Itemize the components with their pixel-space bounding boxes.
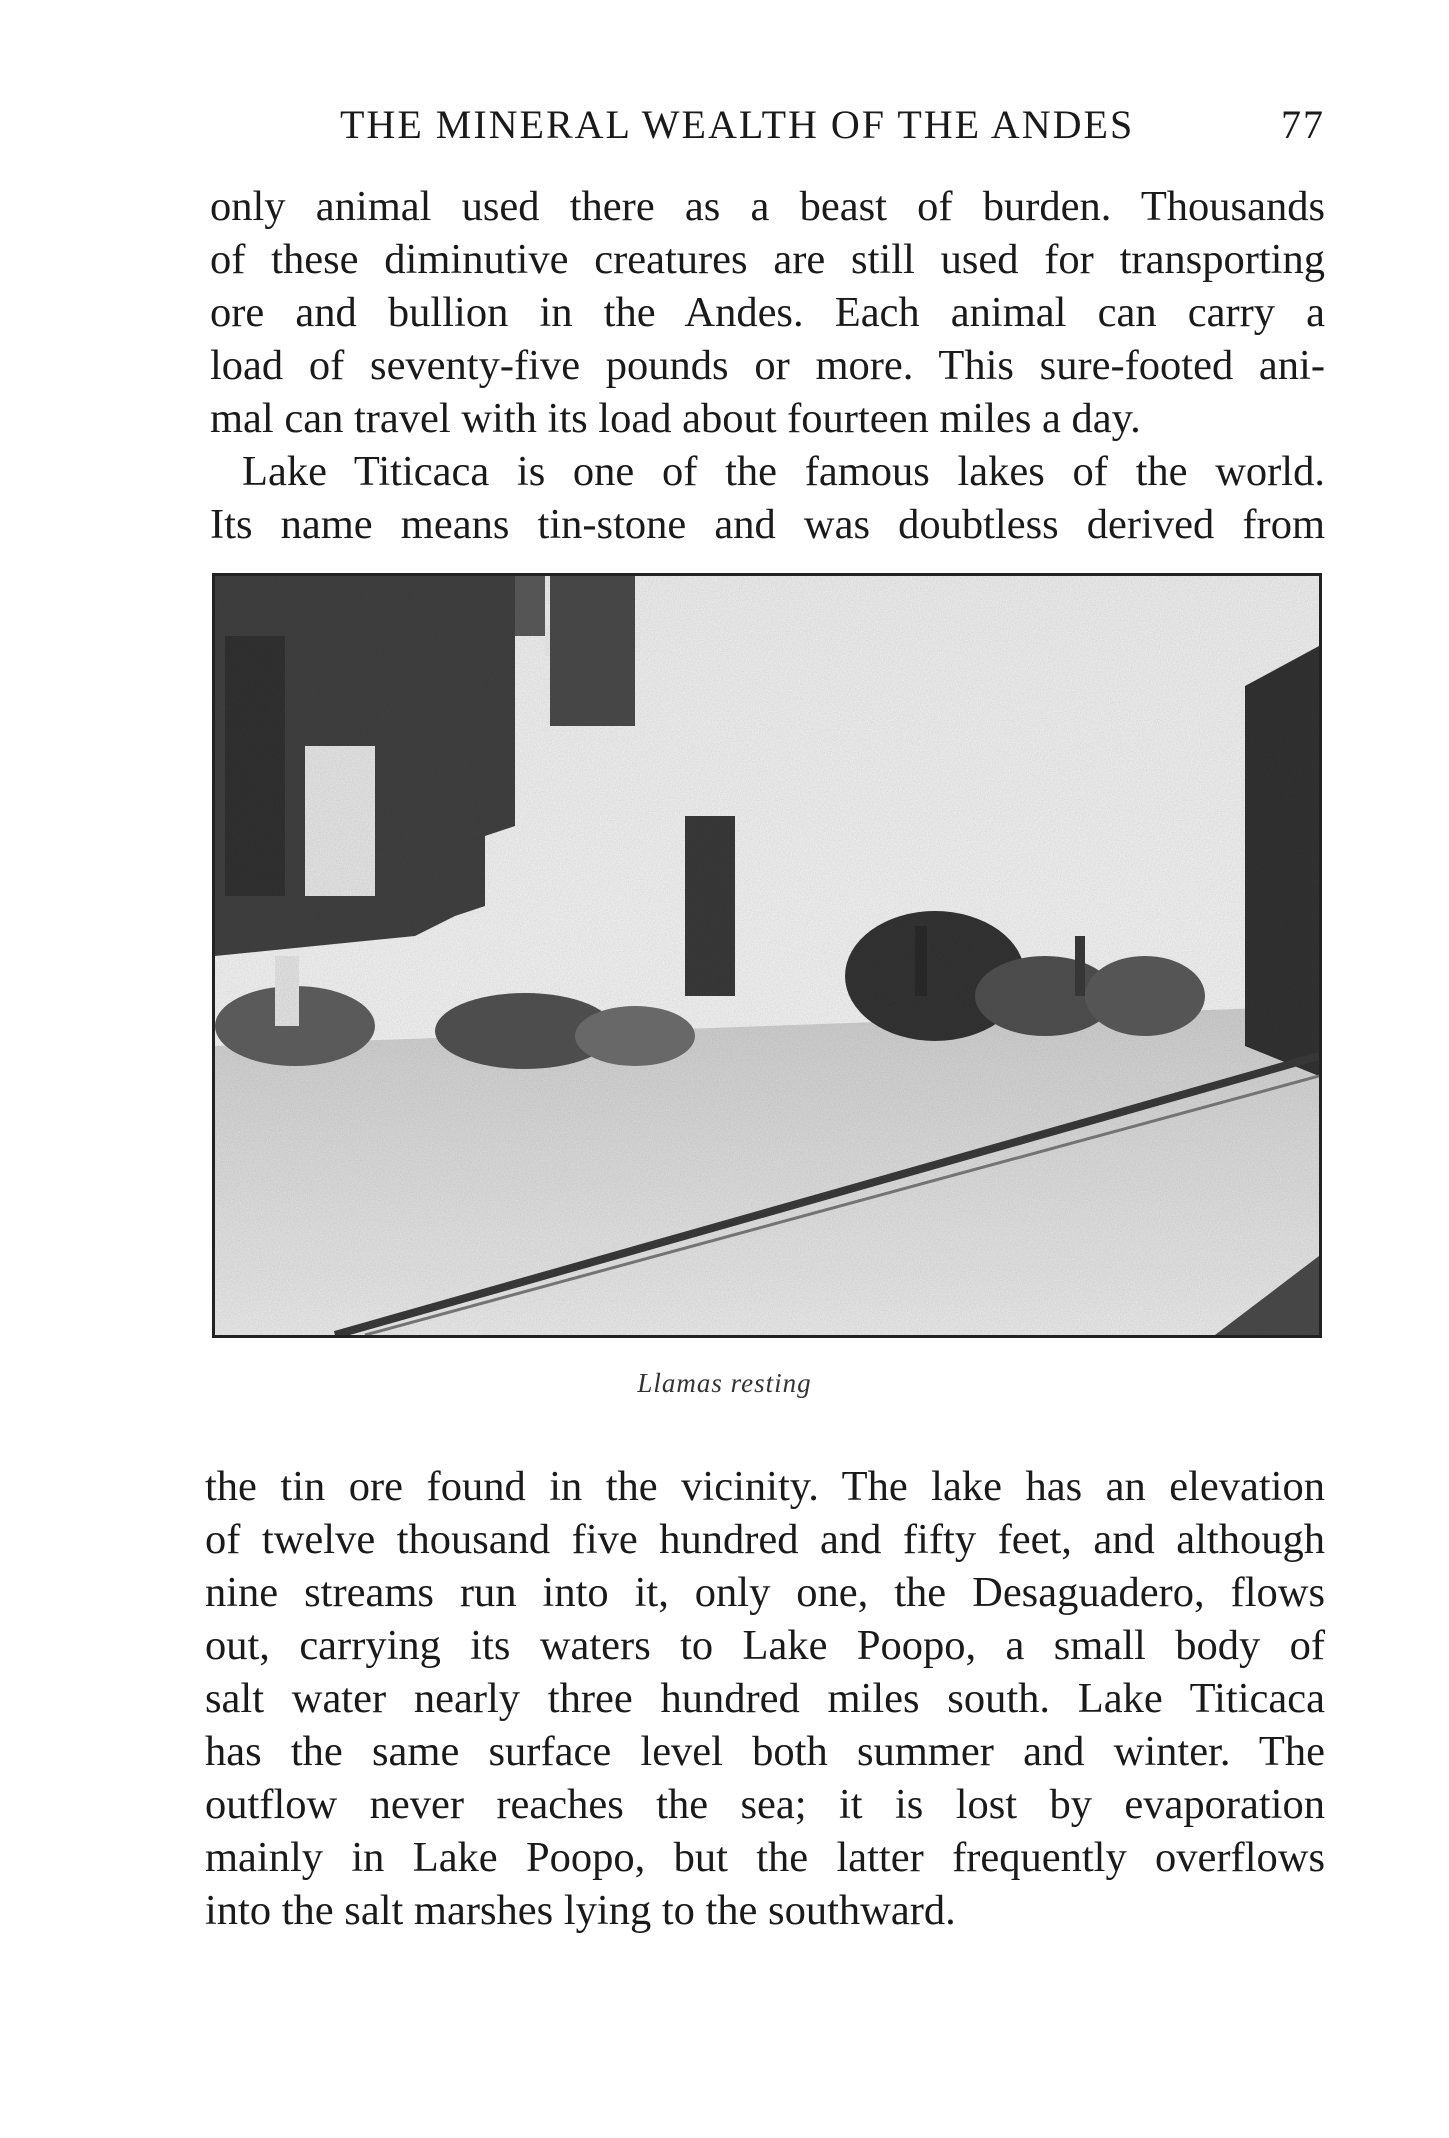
text-line: ore and bullion in the Andes. Each animal can carry a [210,289,1325,336]
text-line: nine streams run into it, only one, the Desaguadero, flows [205,1569,1325,1616]
text-line: of twelve thousand five hundred and fifty feet, and although [205,1516,1325,1563]
page-number: 77 [1281,102,1325,147]
text-line: has the same surface level both summer and winter. The [205,1728,1325,1775]
running-title: THE MINERAL WEALTH OF THE ANDES [340,102,1135,147]
text-line: of these diminutive creatures are still used for transporting [210,236,1325,283]
figure-caption: Llamas resting [637,1368,812,1398]
text-line: mainly in Lake Poopo, but the latter frequently overflows [205,1834,1325,1881]
paragraph-top [210,180,1325,551]
text-line: into the salt marshes lying to the southward. [205,1887,956,1934]
text-line: only animal used there as a beast of burden. Thousands [210,183,1325,230]
running-header [210,100,1325,150]
text-line: out, carrying its waters to Lake Poopo, a small body of [205,1622,1325,1669]
text-line: mal can travel with its load about fourteen miles a day. [210,395,1141,442]
text-line: load of seventy-five pounds or more. This sure-footed ani- [210,342,1325,389]
text-line: Its name means tin-stone and was doubtless derived from [210,501,1325,548]
paragraph-bottom [205,1460,1325,1937]
text-line: outflow never reaches the sea; it is lost by evaporation [205,1781,1325,1828]
text-line: Lake Titicaca is one of the famous lakes of the world. [242,448,1325,495]
text-line: salt water nearly three hundred miles south. Lake Titicaca [205,1675,1325,1722]
text-line: the tin ore found in the vicinity. The lake has an elevation [205,1463,1325,1510]
llamas-photograph [212,573,1322,1338]
